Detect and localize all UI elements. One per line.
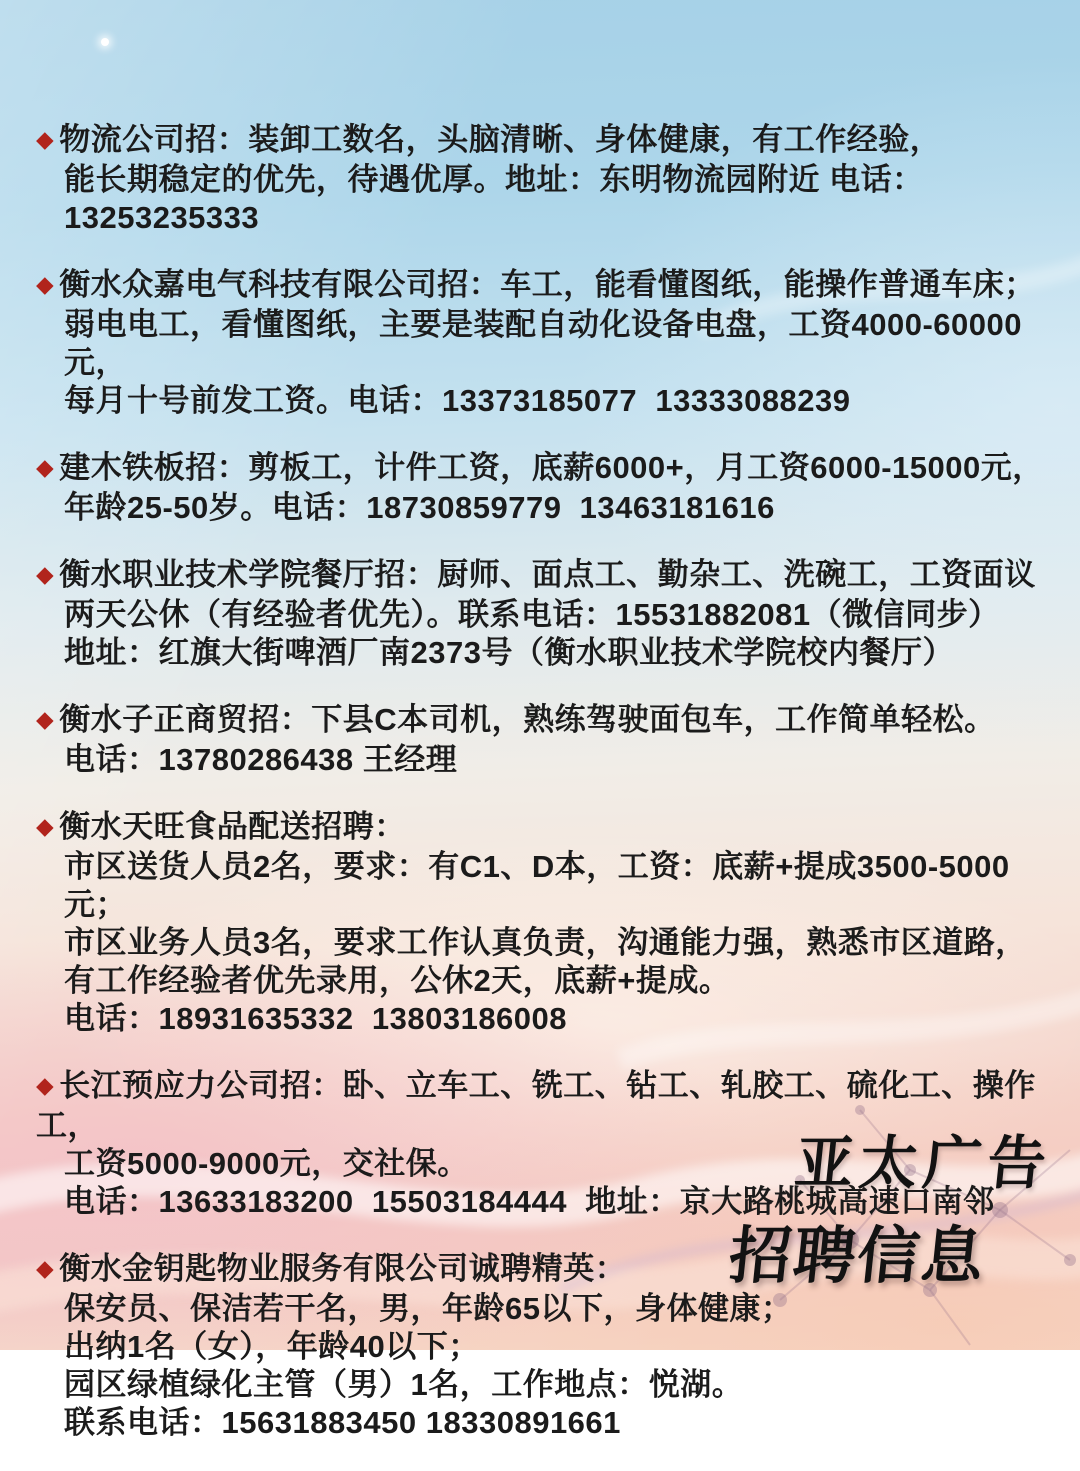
job-listing-logistics <box>36 121 1054 237</box>
job-line: 电话：13780286438 王经理 <box>64 742 458 777</box>
job-text: 衡水职业技术学院餐厅招：厨师、面点工、勤杂工、洗碗工，工资面议 <box>59 557 1036 592</box>
job-text: 衡水子正商贸招：下县C本司机，熟练驾驶面包车，工作简单轻松。 <box>59 702 996 737</box>
job-listing-college-canteen <box>36 556 1054 672</box>
diamond-bullet-icon: ◆ <box>36 126 55 152</box>
job-listing-zhongjia-electric <box>36 266 1054 420</box>
job-line <box>36 121 1054 161</box>
job-line: 工资5000-9000元，交社保。 <box>64 1146 469 1181</box>
sparkle-dot <box>101 38 109 46</box>
diamond-bullet-icon: ◆ <box>36 454 55 480</box>
brand-tagline: 招聘信息 <box>725 1222 990 1291</box>
job-line: 两天公休（有经验者优先）。联系电话：15531882081（微信同步） <box>64 597 1000 632</box>
job-line: 有工作经验者优先录用，公休2天，底薪+提成。 <box>64 963 731 998</box>
job-line: 园区绿植绿化主管（男）1名，工作地点：悦湖。 <box>64 1367 744 1402</box>
job-text: 衡水众嘉电气科技有限公司招：车工，能看懂图纸，能操作普通车床； <box>59 267 1036 302</box>
job-line: 年龄25-50岁。电话：18730859779 13463181616 <box>64 490 775 525</box>
job-line: 市区送货人员2名，要求：有C1、D本，工资：底薪+提成3500-5000元； <box>64 849 1010 922</box>
job-listing-zizheng-trading <box>36 701 1054 779</box>
job-line: 地址：红旗大街啤酒厂南2373号（衡水职业技术学院校内餐厅） <box>64 635 954 670</box>
job-line: 能长期稳定的优先，待遇优厚。地址：东明物流园附近 电话：13253235333 <box>64 162 924 235</box>
job-line <box>36 449 1054 489</box>
job-line: 弱电电工，看懂图纸，主要是装配自动化设备电盘，工资4000-60000元， <box>64 307 1022 380</box>
job-text: 衡水天旺食品配送招聘： <box>59 809 406 844</box>
job-line: 联系电话：15631883450 18330891661 <box>64 1405 621 1440</box>
job-line: 每月十号前发工资。电话：13373185077 13333088239 <box>64 383 851 418</box>
job-line: 电话：13633183200 15503184444 地址：京大路桃城高速口南邻 <box>64 1184 995 1219</box>
diamond-bullet-icon: ◆ <box>36 706 55 732</box>
job-line: 保安员、保洁若干名，男，年龄65以下，身体健康； <box>64 1291 793 1326</box>
diamond-bullet-icon: ◆ <box>36 1072 55 1098</box>
job-line: 出纳1名（女），年龄40以下； <box>64 1329 480 1364</box>
job-text: 建木铁板招：剪板工，计件工资，底薪6000+，月工资6000-15000元， <box>59 450 1044 485</box>
job-text: 衡水金钥匙物业服务有限公司诚聘精英： <box>59 1251 627 1286</box>
brand-name: 亚太广告 <box>792 1131 1055 1196</box>
job-text: 物流公司招：装卸工数名，头脑清晰、身体健康，有工作经验， <box>59 122 942 157</box>
diamond-bullet-icon: ◆ <box>36 561 55 587</box>
job-line <box>36 701 1054 741</box>
job-text: 长江预应力公司招：卧、立车工、铣工、钻工、轧胶工、硫化工、操作工， <box>36 1068 1036 1143</box>
job-line <box>36 808 1054 848</box>
job-line <box>36 266 1054 306</box>
diamond-bullet-icon: ◆ <box>36 271 55 297</box>
diamond-bullet-icon: ◆ <box>36 1255 55 1281</box>
diamond-bullet-icon: ◆ <box>36 813 55 839</box>
job-line <box>36 556 1054 596</box>
job-line: 电话：18931635332 13803186008 <box>64 1001 568 1036</box>
job-listing-tianwang-food <box>36 808 1054 1038</box>
job-line: 市区业务人员3名，要求工作认真负责，沟通能力强，熟悉市区道路， <box>64 925 1027 960</box>
job-listing-jianmu-sheet-metal <box>36 449 1054 527</box>
